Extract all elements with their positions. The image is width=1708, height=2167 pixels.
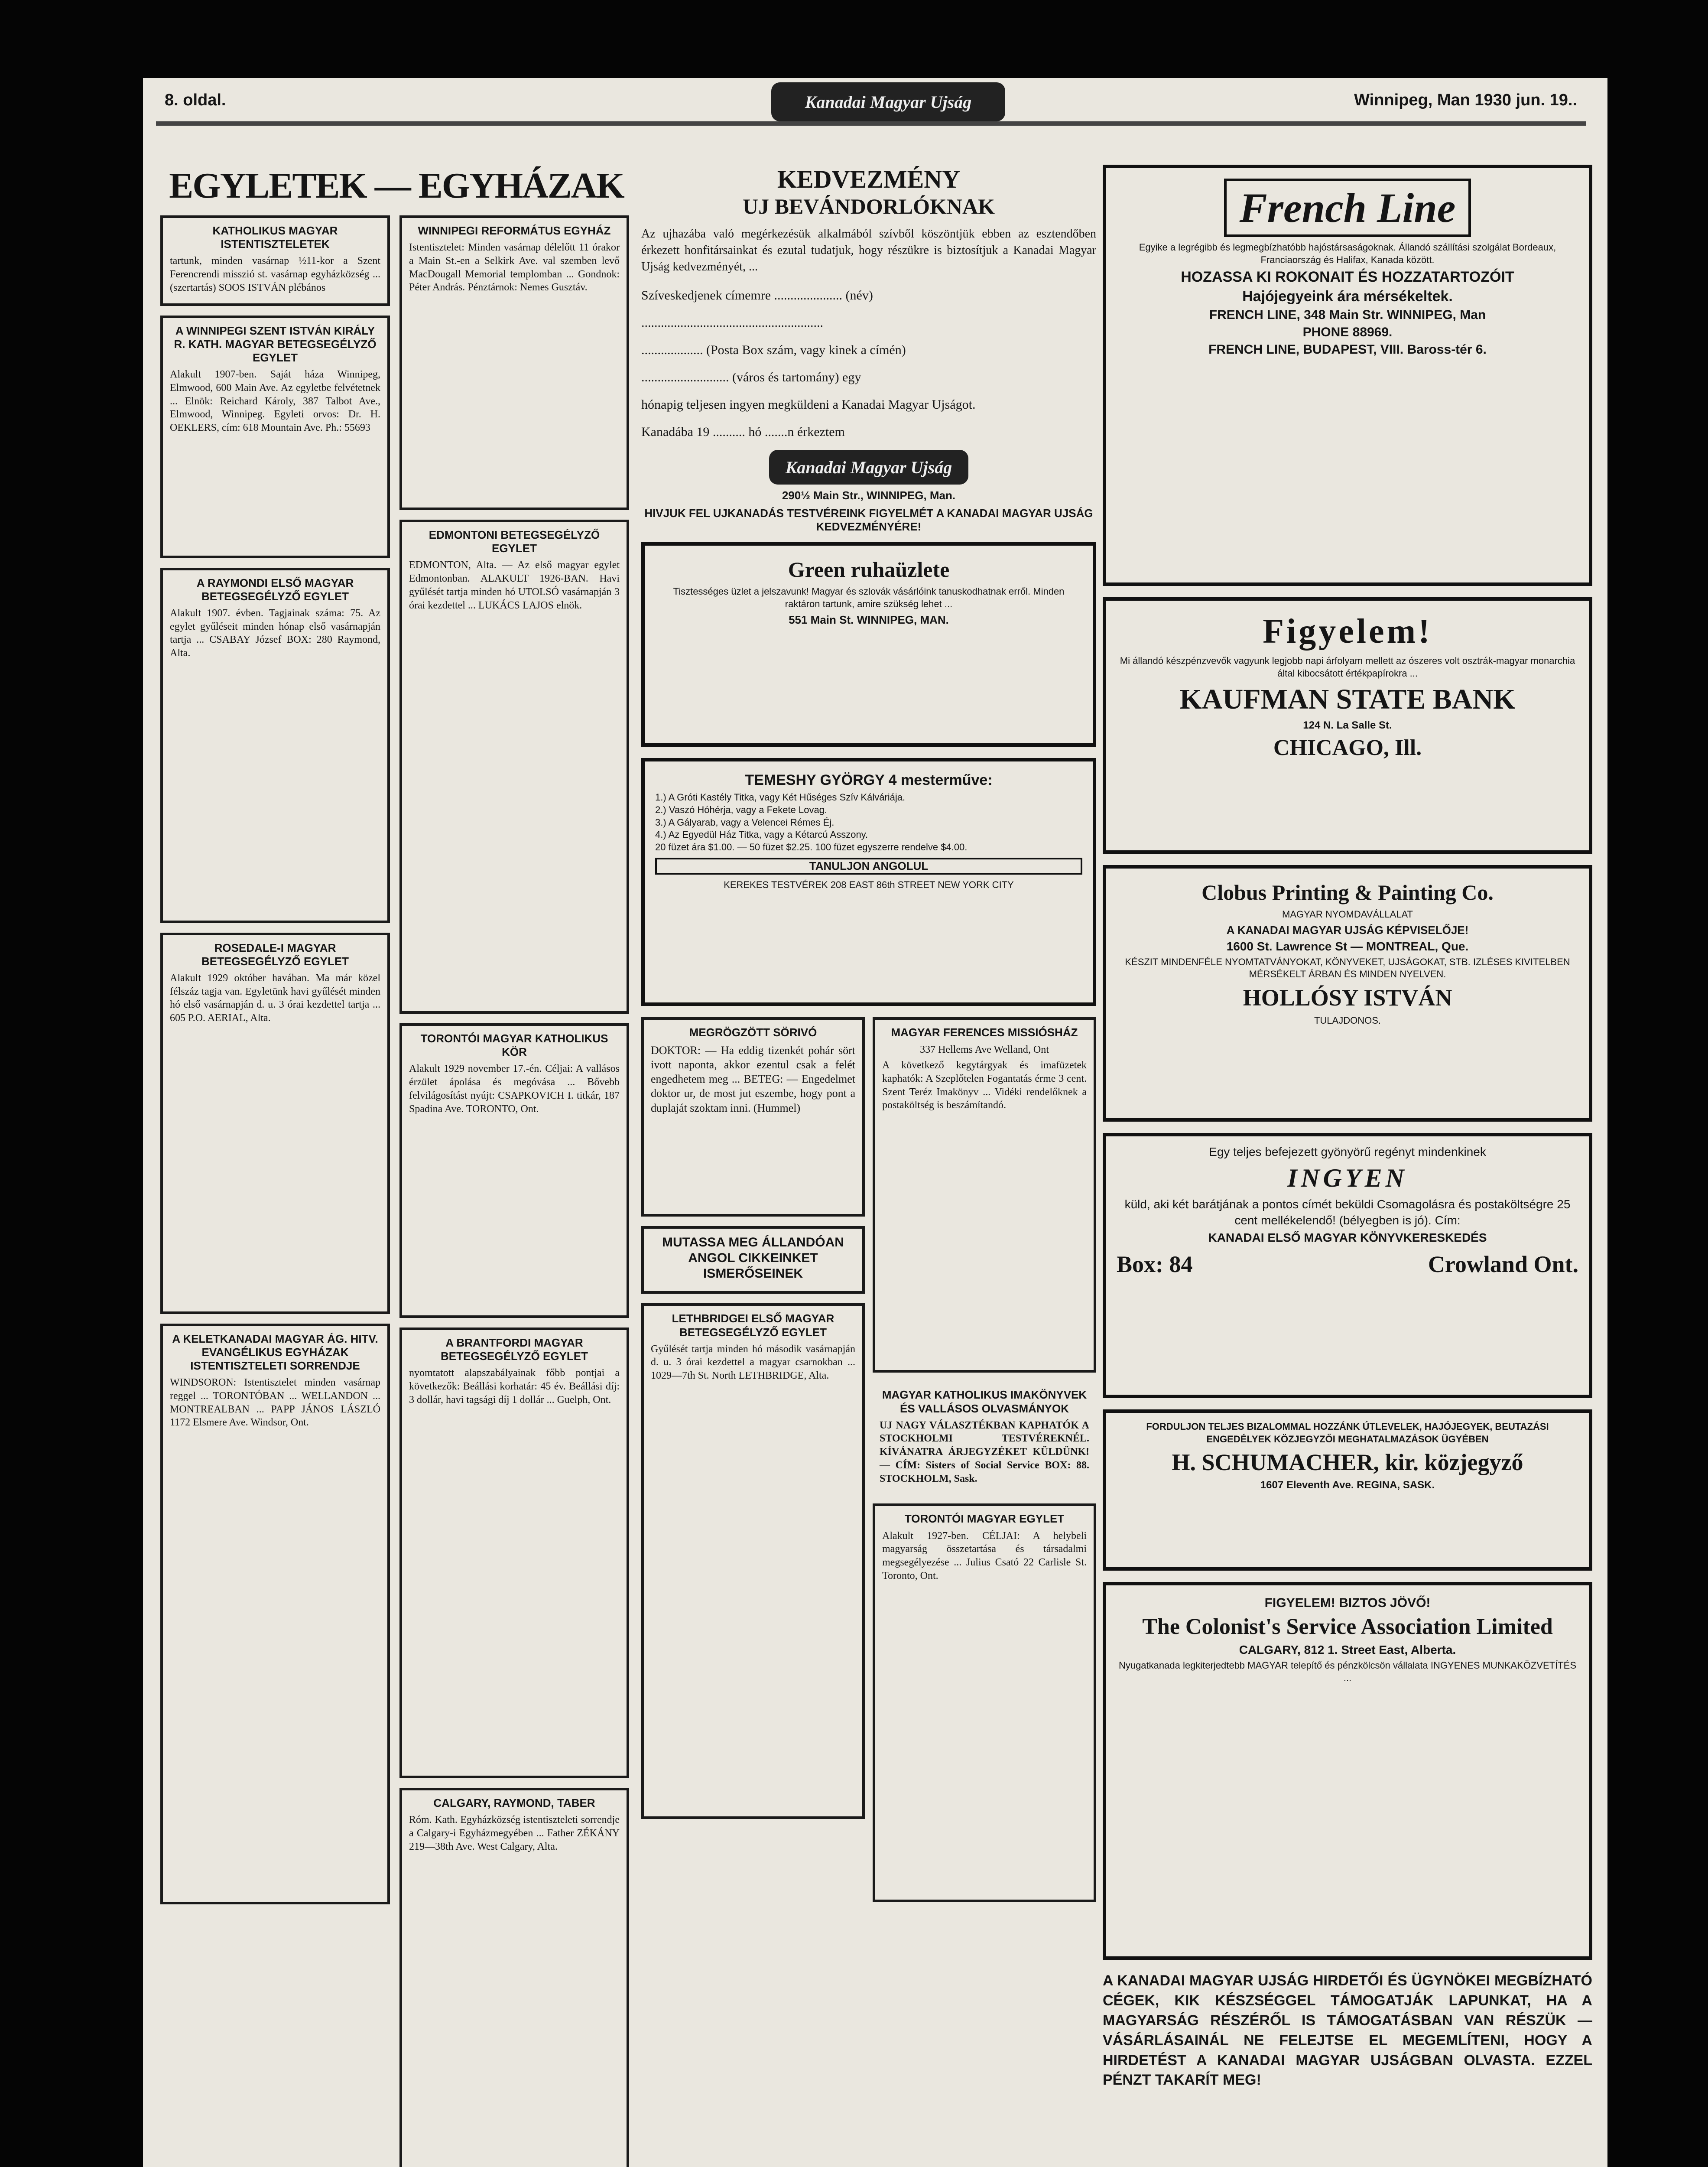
mutassa-box: MUTASSA MEG ÁLLANDÓAN ANGOL CIKKEINKET ISMERŐSEINEK [641, 1226, 865, 1294]
imakony-box: MAGYAR KATHOLIKUS IMAKÖNYVEK ÉS VALLÁSOS OLVASMÁNYOK UJ NAGY VÁLASZTÉKBAN KAPHATÓK A STOCKHOLMI TESTVÉREKNÉL. KÍVÁNATRA ÁRJEGYZÉKET KÜLDÜNK! — CÍM: Sisters of Social Service BOX: 88. STOCKHOLM, Sask. [880, 1388, 1089, 1484]
right-column [1103, 165, 1592, 2167]
promo-subtitle: UJ BEVÁNDORLÓKNAK [743, 194, 995, 218]
notice-box: EDMONTONI BETEGSEGÉLYZŐ EGYLET EDMONTON, Alta. — Az első magyar egylet Edmontonban. ALAKULT 1926-BAN. Havi gyűlését tartja minden hó UTOLSÓ vasárnapján 3 órai kezdettel ... LUKÁCS LAJOS elnök. [399, 520, 629, 1014]
promo-title: KEDVEZMÉNY [777, 165, 961, 193]
notice-box: CALGARY, RAYMOND, TABER Róm. Kath. Egyházközség istentiszteleti sorrendje a Calgary-i Egyházmegyében ... Father ZÉKÁNY 219—38th Ave. West Calgary, Alta. [399, 1788, 629, 2167]
promo-address: 290½ Main Str., WINNIPEG, Man. [782, 489, 956, 502]
promo-body: Az ujhazába való megérkezésük alkalmából szívből köszöntjük ebben az esztendőben érkezett honfitársainkat és ezutal tudatjuk, hogy részükre is biztosítjuk a Kanadai Magyar Ujság kedvezményét, ... [641, 227, 1096, 273]
notice-box: TORONTÓI MAGYAR EGYLET Alakult 1927-ben. CÉLJAI: A helybeli magyarság összetartása és társadalmi megsegélyezése ... Julius Csató 22 Carlisle St. Toronto, Ont. [873, 1503, 1096, 1902]
schumacher-ad: FORDULJON TELJES BIZALOMMAL HOZZÁNK ÚTLEVELEK, HAJÓJEGYEK, BEUTAZÁSI ENGEDÉLYEK KÖZJEGYZŐI MEGHATALMAZÁSOK ÜGYÉBEN H. SCHUMACHER, kir. közjegyző 1607 Eleventh Ave. REGINA, SASK. [1103, 1409, 1592, 1571]
closing-notice: A KANADAI MAGYAR UJSÁG HIRDETŐI ÉS ÜGYNÖKEI MEGBÍZHATÓ CÉGEK, KIK KÉSZSÉGGEL TÁMOGATJÁK LAPUNKAT, HA A MAGYARSÁG RÉSZÉRŐL IS TÁMOGATÁSBAN VAN RÉSZÜK — VÁSÁRLÁSAINÁL NE FELEJTSE EL MEGEMLÍTENI, HOGY A HIRDETÉST A KANADAI MAGYAR UJSÁGBAN OLVASTA. EZZEL PÉNZT TAKARÍT MEG! [1103, 1972, 1592, 2089]
notice-box: A BRANTFORDI MAGYAR BETEGSEGÉLYZŐ EGYLET nyomtatott alapszabályainak főbb pontjai a következők: Beállási korhatár: 45 év. Beállási díj: 3 dollár, havi tagsági díj 1 dollár ... Guelph, Ont. [399, 1328, 629, 1778]
kaufman-ad: Figyelem! Mi állandó készpénzvevők vagyunk legjobb napi árfolyam mellett az ószeres volt osztrák-magyar monarchia által kibocsátott értékpapírokra ... KAUFMAN STATE BANK 124 N. La Salle St. CHICAGO, Ill. [1103, 597, 1592, 854]
notice-box: TORONTÓI MAGYAR KATHOLIKUS KÖR Alakult 1929 november 17.-én. Céljai: A vallásos érzület ápolása és megóvása ... Bővebb felvilágosítást nyújt: CSAPKOVICH I. titkár, 187 Spadina Ave. TORONTO, Ont. [399, 1023, 629, 1318]
newspaper-page [143, 78, 1607, 2167]
missio-box: MAGYAR FERENCES MISSIÓSHÁZ 337 Hellems Ave Welland, Ont A következő kegytárgyak és imafüzetek kaphatók: A Szeplőtelen Fogantatás érme 3 cent. Szent Teréz Imakönyv ... Vidéki rendelőknek a postaköltség is beszámítandó. [873, 1017, 1096, 1373]
page-number: 8. oldal. [165, 91, 226, 109]
ingyen-ad: Egy teljes befejezett gyönyörű regényt mindenkinek INGYEN küld, aki két barátjának a pontos címét beküldi Csomagolásra és postaköltségre 25 cent mellékelendő! (bélyegben is jó). Cím: KANADAI ELSŐ MAGYAR KÖNYVKERESKEDÉS Box: 84 Crowland Ont. [1103, 1133, 1592, 1398]
left-column [160, 165, 633, 2167]
notice-box: A RAYMONDI ELSŐ MAGYAR BETEGSEGÉLYZŐ EGYLET Alakult 1907. évben. Tagjainak száma: 75. Az egylet gyűléseit minden hónap első vasárnapján tartja ... CSABAY József BOX: 280 Raymond, Alta. [160, 568, 390, 923]
notice-box: KATHOLIKUS MAGYAR ISTENTISZTELETEK tartunk, minden vasárnap ½11-kor a Szent Ferencrendi misszió st. vasárnap egyházközség ... (szertartás) SOOS ISTVÁN plébános [160, 215, 390, 306]
notice-box: ROSEDALE-I MAGYAR BETEGSEGÉLYZŐ EGYLET Alakult 1929 október havában. Ma már közel félszáz tagja van. Egyletünk havi gyűlését minden hó első vasárnapján d. u. 3 órai kezdettel tartja ... 605 P.O. AERIAL, Alta. [160, 933, 390, 1314]
temeshy-ad: TEMESHY GYÖRGY 4 mesterműve: 1.) A Gróti Kastély Titka, vagy Két Hűséges Szív Kálváriája. 2.) Vaszó Hóhérja, vagy a Fekete Lovag. 3.) A Gályarab, vagy a Velencei Rémes Éj. 4.) Az Egyedül Ház Titka, vagy a Kétarcú Asszony. 20 füzet ára $1.00. — 50 füzet $2.25. 100 füzet egyszerre rendelve $4.00. TANULJON ANGOLUL KEREKES TESTVÉREK 208 EAST 86th STREET NEW YORK CITY [641, 758, 1096, 1006]
french-line-logo: French Line [1224, 179, 1471, 237]
french-line-ad: French Line Egyike a legrégibb és legmegbízhatóbb hajóstársaságoknak. Állandó szállítási szolgálat Bordeaux, Franciaország és Halifax, Kanada között. HOZASSA KI ROKONAIT ÉS HOZZATARTOZÓIT Hajójegyeink ára mérsékeltek. FRENCH LINE, 348 Main Str. WINNIPEG, Man PHONE 88969. FRENCH LINE, BUDAPEST, VIII. Baross-tér 6. [1103, 165, 1592, 586]
left-subcolumn-b [399, 215, 629, 2167]
masthead [156, 82, 1586, 117]
masthead-logo-small: Kanadai Magyar Ujság [769, 450, 968, 485]
notice-box: A WINNIPEGI SZENT ISTVÁN KIRÁLY R. KATH. MAGYAR BETEGSEGÉLYZŐ EGYLET Alakult 1907-ben. Saját háza Winnipeg, Elmwood, 600 Main Ave. Az egyletbe felvétetnek ... Elnök: Reichard Károly, 387 Talbot Ave., Elmwood, Winnipeg. Egyleti orvos: Dr. H. OEKLERS, cím: 618 Mountain Ave. Ph.: 55693 [160, 316, 390, 558]
subscription-form: Szíveskedjenek címemre ..................... (név) ........................................................ ................... (Posta Box szám, vagy kinek a címén) ........................... (város és tartomány) egy hónapig teljesen ingyen megküldeni a Kanadai Magyar Ujságot. Kanadába 19 .......... hó .......n érkeztem [641, 288, 976, 439]
joke-box: MEGRÖGZÖTT SÖRIVÓ DOKTOR: — Ha eddig tizenkét pohár sört ivott naponta, akkor ezentul csak a felét engedhetem meg ... BETEG: — Engedelmet doktor ur, de most jut eszembe, hogy pont a duplaját szoktam inni. (Hummel) [641, 1017, 865, 1217]
middle-column [641, 165, 1096, 2167]
left-subcolumn-a [160, 215, 390, 2167]
publication-date: Winnipeg, Man 1930 jun. 19.. [1354, 91, 1577, 109]
masthead-logo: Kanadai Magyar Ujság [771, 82, 1005, 121]
notice-box: LETHBRIDGEI ELSŐ MAGYAR BETEGSEGÉLYZŐ EGYLET Gyűlését tartja minden hó második vasárnapján d. u. 3 órai kezdettel a magyar csarnokban ... 1029—7th St. North LETHBRIDGE, Alta. [641, 1303, 865, 1819]
section-title: EGYLETEK — EGYHÁZAK [169, 166, 624, 206]
clobus-ad: Clobus Printing & Painting Co. MAGYAR NYOMDAVÁLLALAT A KANADAI MAGYAR UJSÁG KÉPVISELŐJE! 1600 St. Lawrence St — MONTREAL, Que. KÉSZIT MINDENFÉLE NYOMTATVÁNYOKAT, KÖNYVEKET, UJSÁGOKAT, STB. IZLÉSES KIVITELBEN MÉRSÉKELT ÁRBAN ÉS MINDEN NYELVEN. HOLLÓSY ISTVÁN TULAJDONOS. [1103, 865, 1592, 1122]
notice-box: A KELETKANADAI MAGYAR ÁG. HITV. EVANGÉLIKUS EGYHÁZAK ISTENTISZTELETI SORRENDJE WINDSORON: Istentisztelet minden vasárnap reggel ... TORONTÓBAN ... WELLANDON ... MONTREALBAN ... PAPP JÁNOS LÁSZLÓ 1172 Elsmere Ave. Windsor, Ont. [160, 1324, 390, 1904]
promo-call: HIVJUK FEL UJKANADÁS TESTVÉREINK FIGYELMÉT A KANADAI MAGYAR UJSÁG KEDVEZMÉNYÉRE! [644, 507, 1093, 534]
masthead-rule [156, 121, 1586, 126]
colonist-ad: FIGYELEM! BIZTOS JÖVŐ! The Colonist's Service Association Limited CALGARY, 812 1. Street East, Alberta. Nyugatkanada legkiterjedtebb MAGYAR telepítő és pénzkölcsön vállalata INGYENES MUNKAKÖZVETÍTÉS ... [1103, 1582, 1592, 1960]
notice-box: WINNIPEGI REFORMÁTUS EGYHÁZ Istentisztelet: Minden vasárnap délelőtt 11 órakor a Main St.-en a Selkirk Ave. val szemben levő MacDougall Memorial templomban ... Gondnok: Péter András. Pénztárnok: Nemes Gusztáv. [399, 215, 629, 510]
green-ad: Green ruhaüzlete Tisztességes üzlet a jelszavunk! Magyar és szlovák vásárlóink tanuskodhatnak erről. Minden raktáron tartunk, amire szükség lehet ... 551 Main St. WINNIPEG, MAN. [641, 542, 1096, 747]
